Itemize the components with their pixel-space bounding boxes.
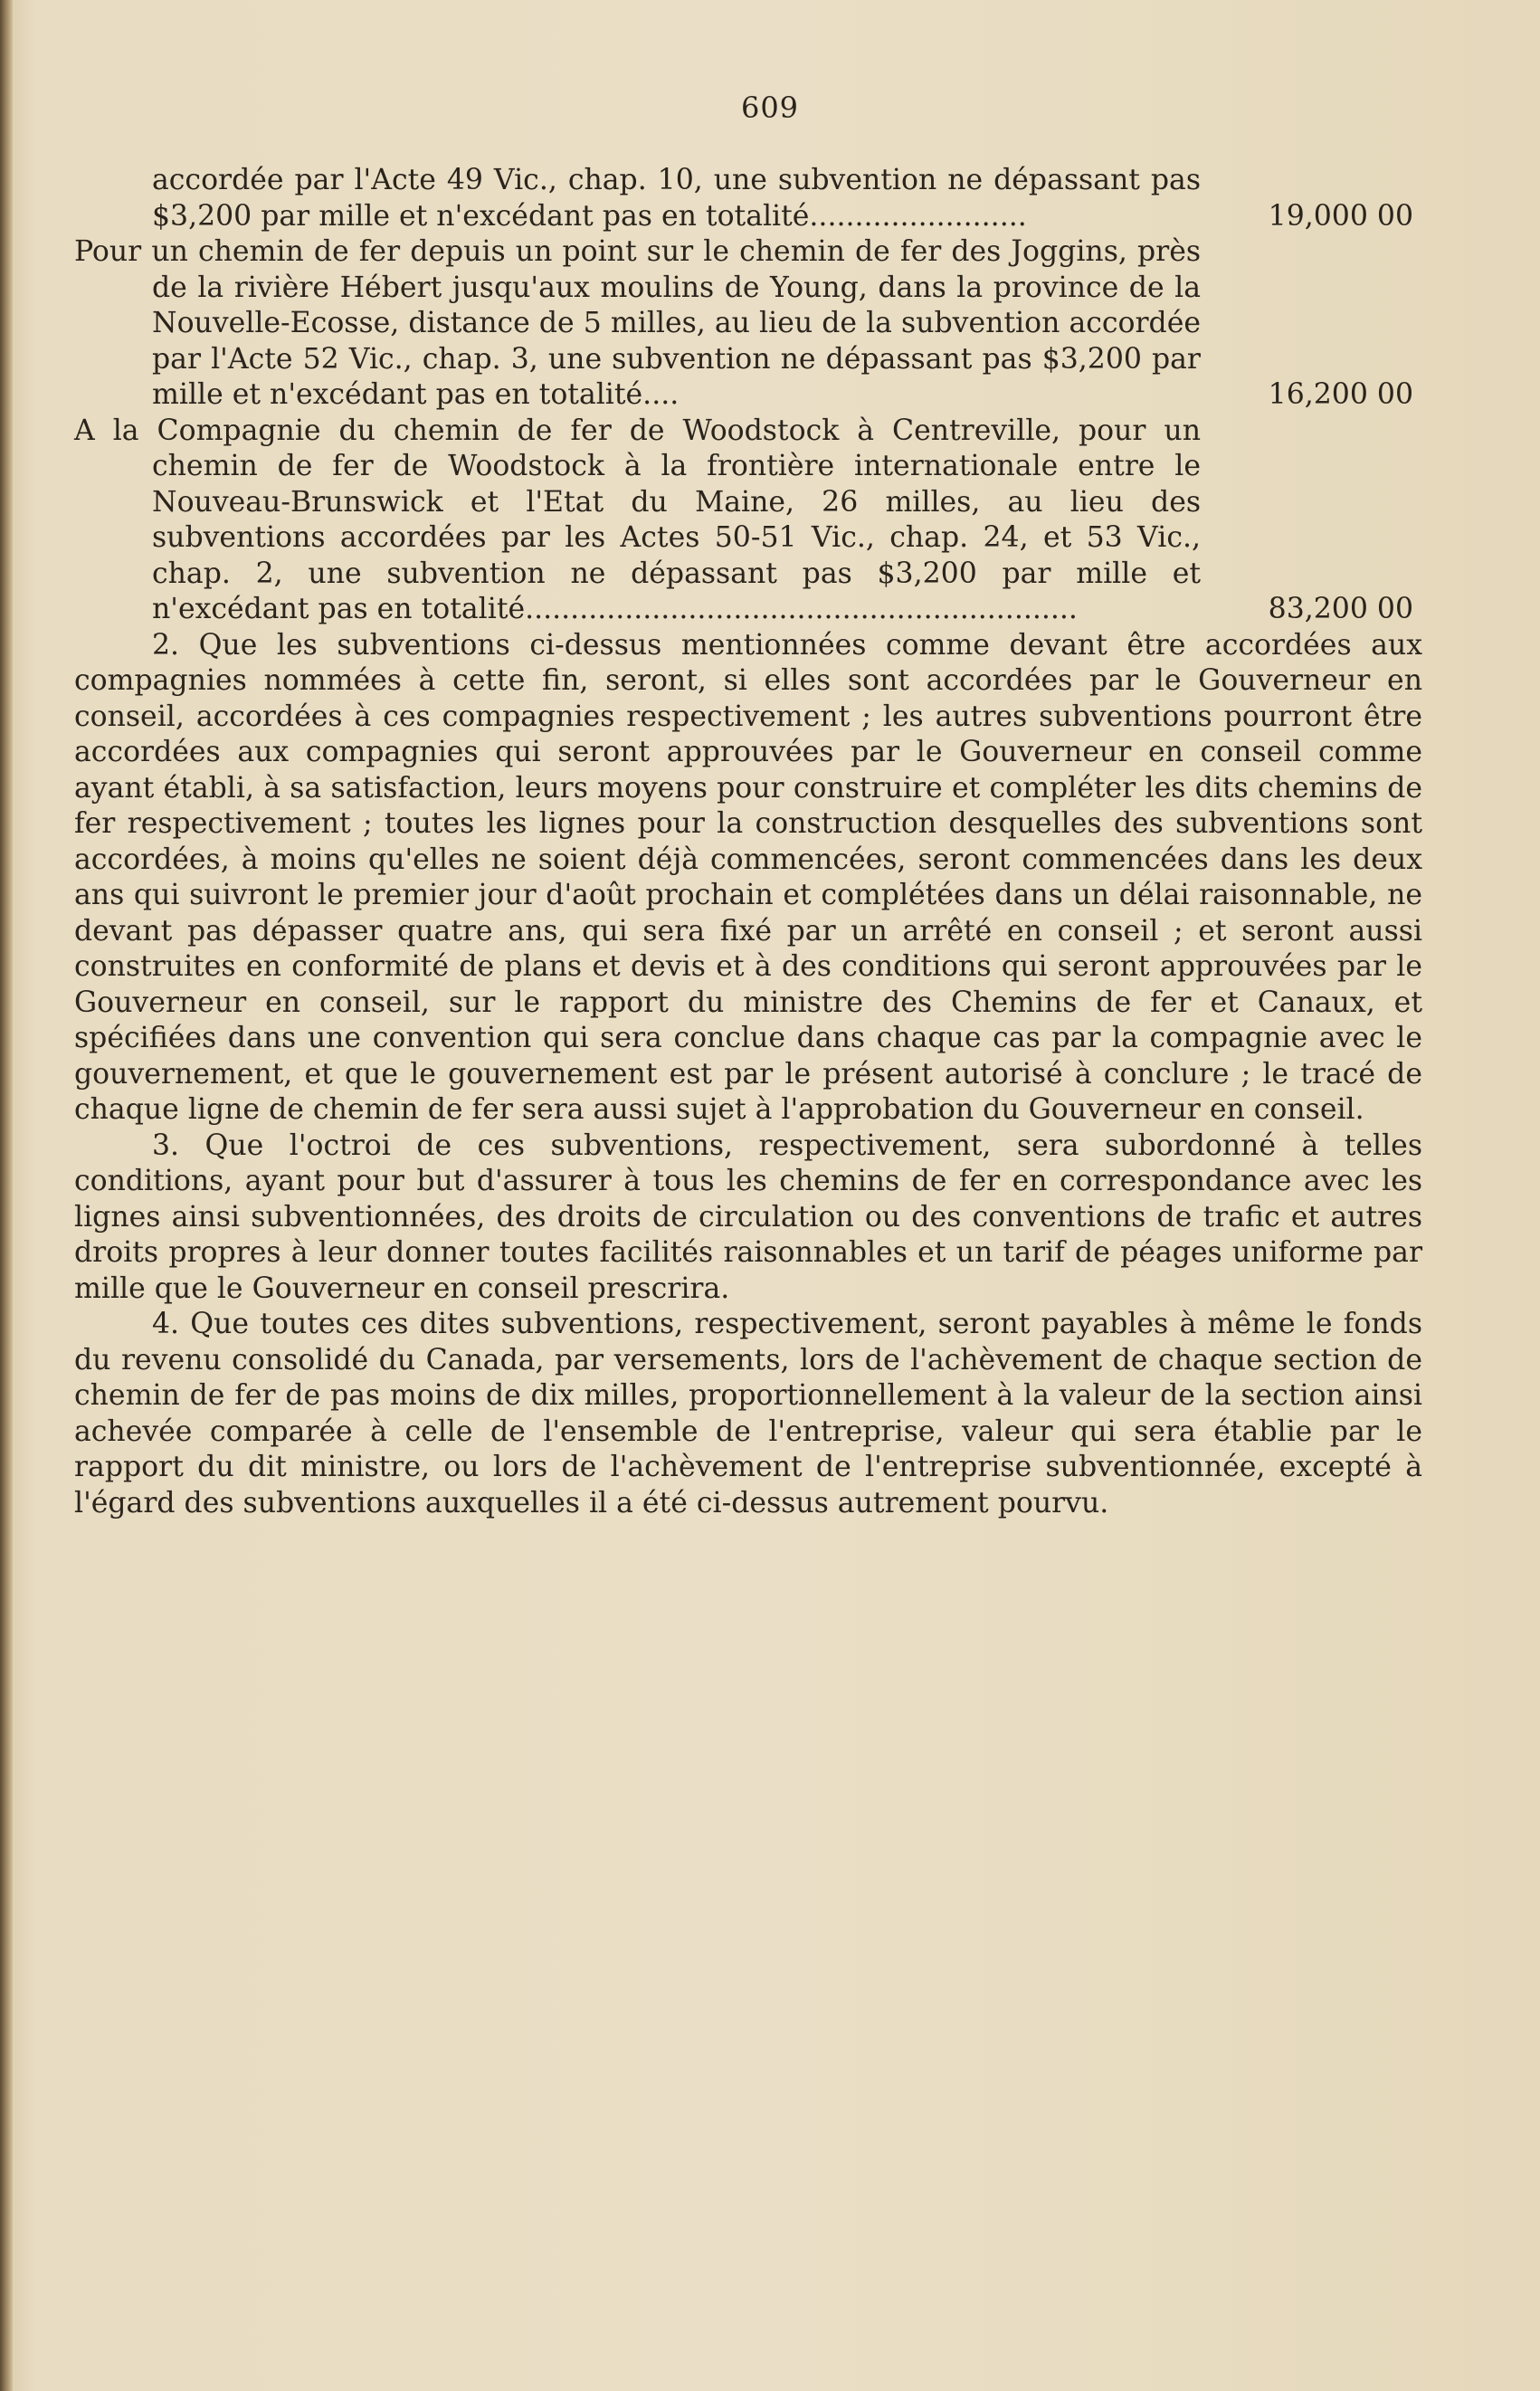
section-2-paragraph: 2. Que les subventions ci-dessus mentionnées comme devant être accordées aux compagnies nommées à cette fin, seront, si elles sont accordées par le Gouverneur en conseil, accordées à ces compagnies respectivement ; les autres subventions pourront être accordées aux compagnies qui seront approuvées par le Gouverneur en conseil comme ayant établi, à sa satisfaction, leurs moyens pour construire et compléter les dits chemins de fer respectivement ; toutes les lignes pour la construction desquelles des subventions sont accordées, à moins qu'elles ne soient déjà commencées, seront commencées dans les deux ans qui suivront le premier jour d'août prochain et complétées dans un délai raisonnable, ne devant pas dépasser quatre ans, qui sera fixé par un arrêté en conseil ; et seront aussi construites en conformité de plans et devis et à des conditions qui seront approuvées par le Gouverneur en conseil, sur le rapport du ministre des Chemins de fer et Canaux, et spécifiées dans une convention qui sera conclue dans chaque cas par la compagnie avec le gouvernement, et que le gouvernement est par le présent autorisé à conclure ; le tracé de chaque ligne de chemin de fer sera aussi sujet à l'approbation du Gouverneur en conseil.: [74, 628, 1422, 1126]
subsidy-entry-3: [74, 414, 1422, 628]
subsidy-entry-text: Pour un chemin de fer depuis un point sur le chemin de fer des Joggins, près de la rivière Hébert jusqu'aux moulins de Young, dans la province de la Nouvelle-Ecosse, distance de 5 milles, au lieu de la subvention accordée par l'Acte 52 Vic., chap. 3, une subvention ne dépassant pas $3,200 par mille et n'excédant pas en totalité....: [74, 235, 1201, 411]
subsidy-entry-text: A la Compagnie du chemin de fer de Woodstock à Centreville, pour un chemin de fer de Woodstock à la frontière internationale entre le Nouveau-Brunswick et l'Etat du Maine, 26 milles, au lieu des subventions accordées par les Actes 50-51 Vic., chap. 24, et 53 Vic., chap. 2, une subvention ne dépassant pas $3,200 par mille et n'excédant pas en totalité.............................................................: [74, 414, 1201, 625]
subsidy-entry-2: [74, 234, 1422, 414]
subsidy-entry-text: accordée par l'Acte 49 Vic., chap. 10, une subvention ne dépassant pas $3,200 par mille et n'excédant pas en totalité........................: [152, 164, 1201, 233]
section-3-paragraph: 3. Que l'octroi de ces subventions, respectivement, sera subordonné à telles conditions, ayant pour but d'assurer à tous les chemins de fer en correspondance avec les lignes ainsi subventionnées, des droits de circulation ou des conventions de trafic et autres droits propres à leur donner toutes facilités raisonnables et un tarif de péages uniforme par mille que le Gouverneur en conseil prescrira.: [74, 1129, 1422, 1305]
section-4-paragraph: 4. Que toutes ces dites subventions, respectivement, seront payables à même le fonds du revenu consolidé du Canada, par versements, lors de l'achèvement de chaque section de chemin de fer de pas moins de dix milles, proportionnellement à la valeur de la section ainsi achevée comparée à celle de l'ensemble de l'entreprise, valeur qui sera établie par le rapport du dit ministre, ou lors de l'achèvement de l'entreprise subventionnée, excepté à l'égard des subventions auxquelles il a été ci-dessus autrement pourvu.: [74, 1308, 1422, 1519]
subsidy-entry-1: [74, 163, 1422, 234]
subsidy-amount: 83,200 00: [1268, 593, 1413, 625]
document-body: [74, 163, 1422, 1521]
subsidy-amount: 16,200 00: [1268, 378, 1413, 411]
book-spine-edge: [0, 0, 13, 2391]
page-number: 609: [740, 90, 800, 125]
subsidy-amount: 19,000 00: [1268, 199, 1413, 233]
